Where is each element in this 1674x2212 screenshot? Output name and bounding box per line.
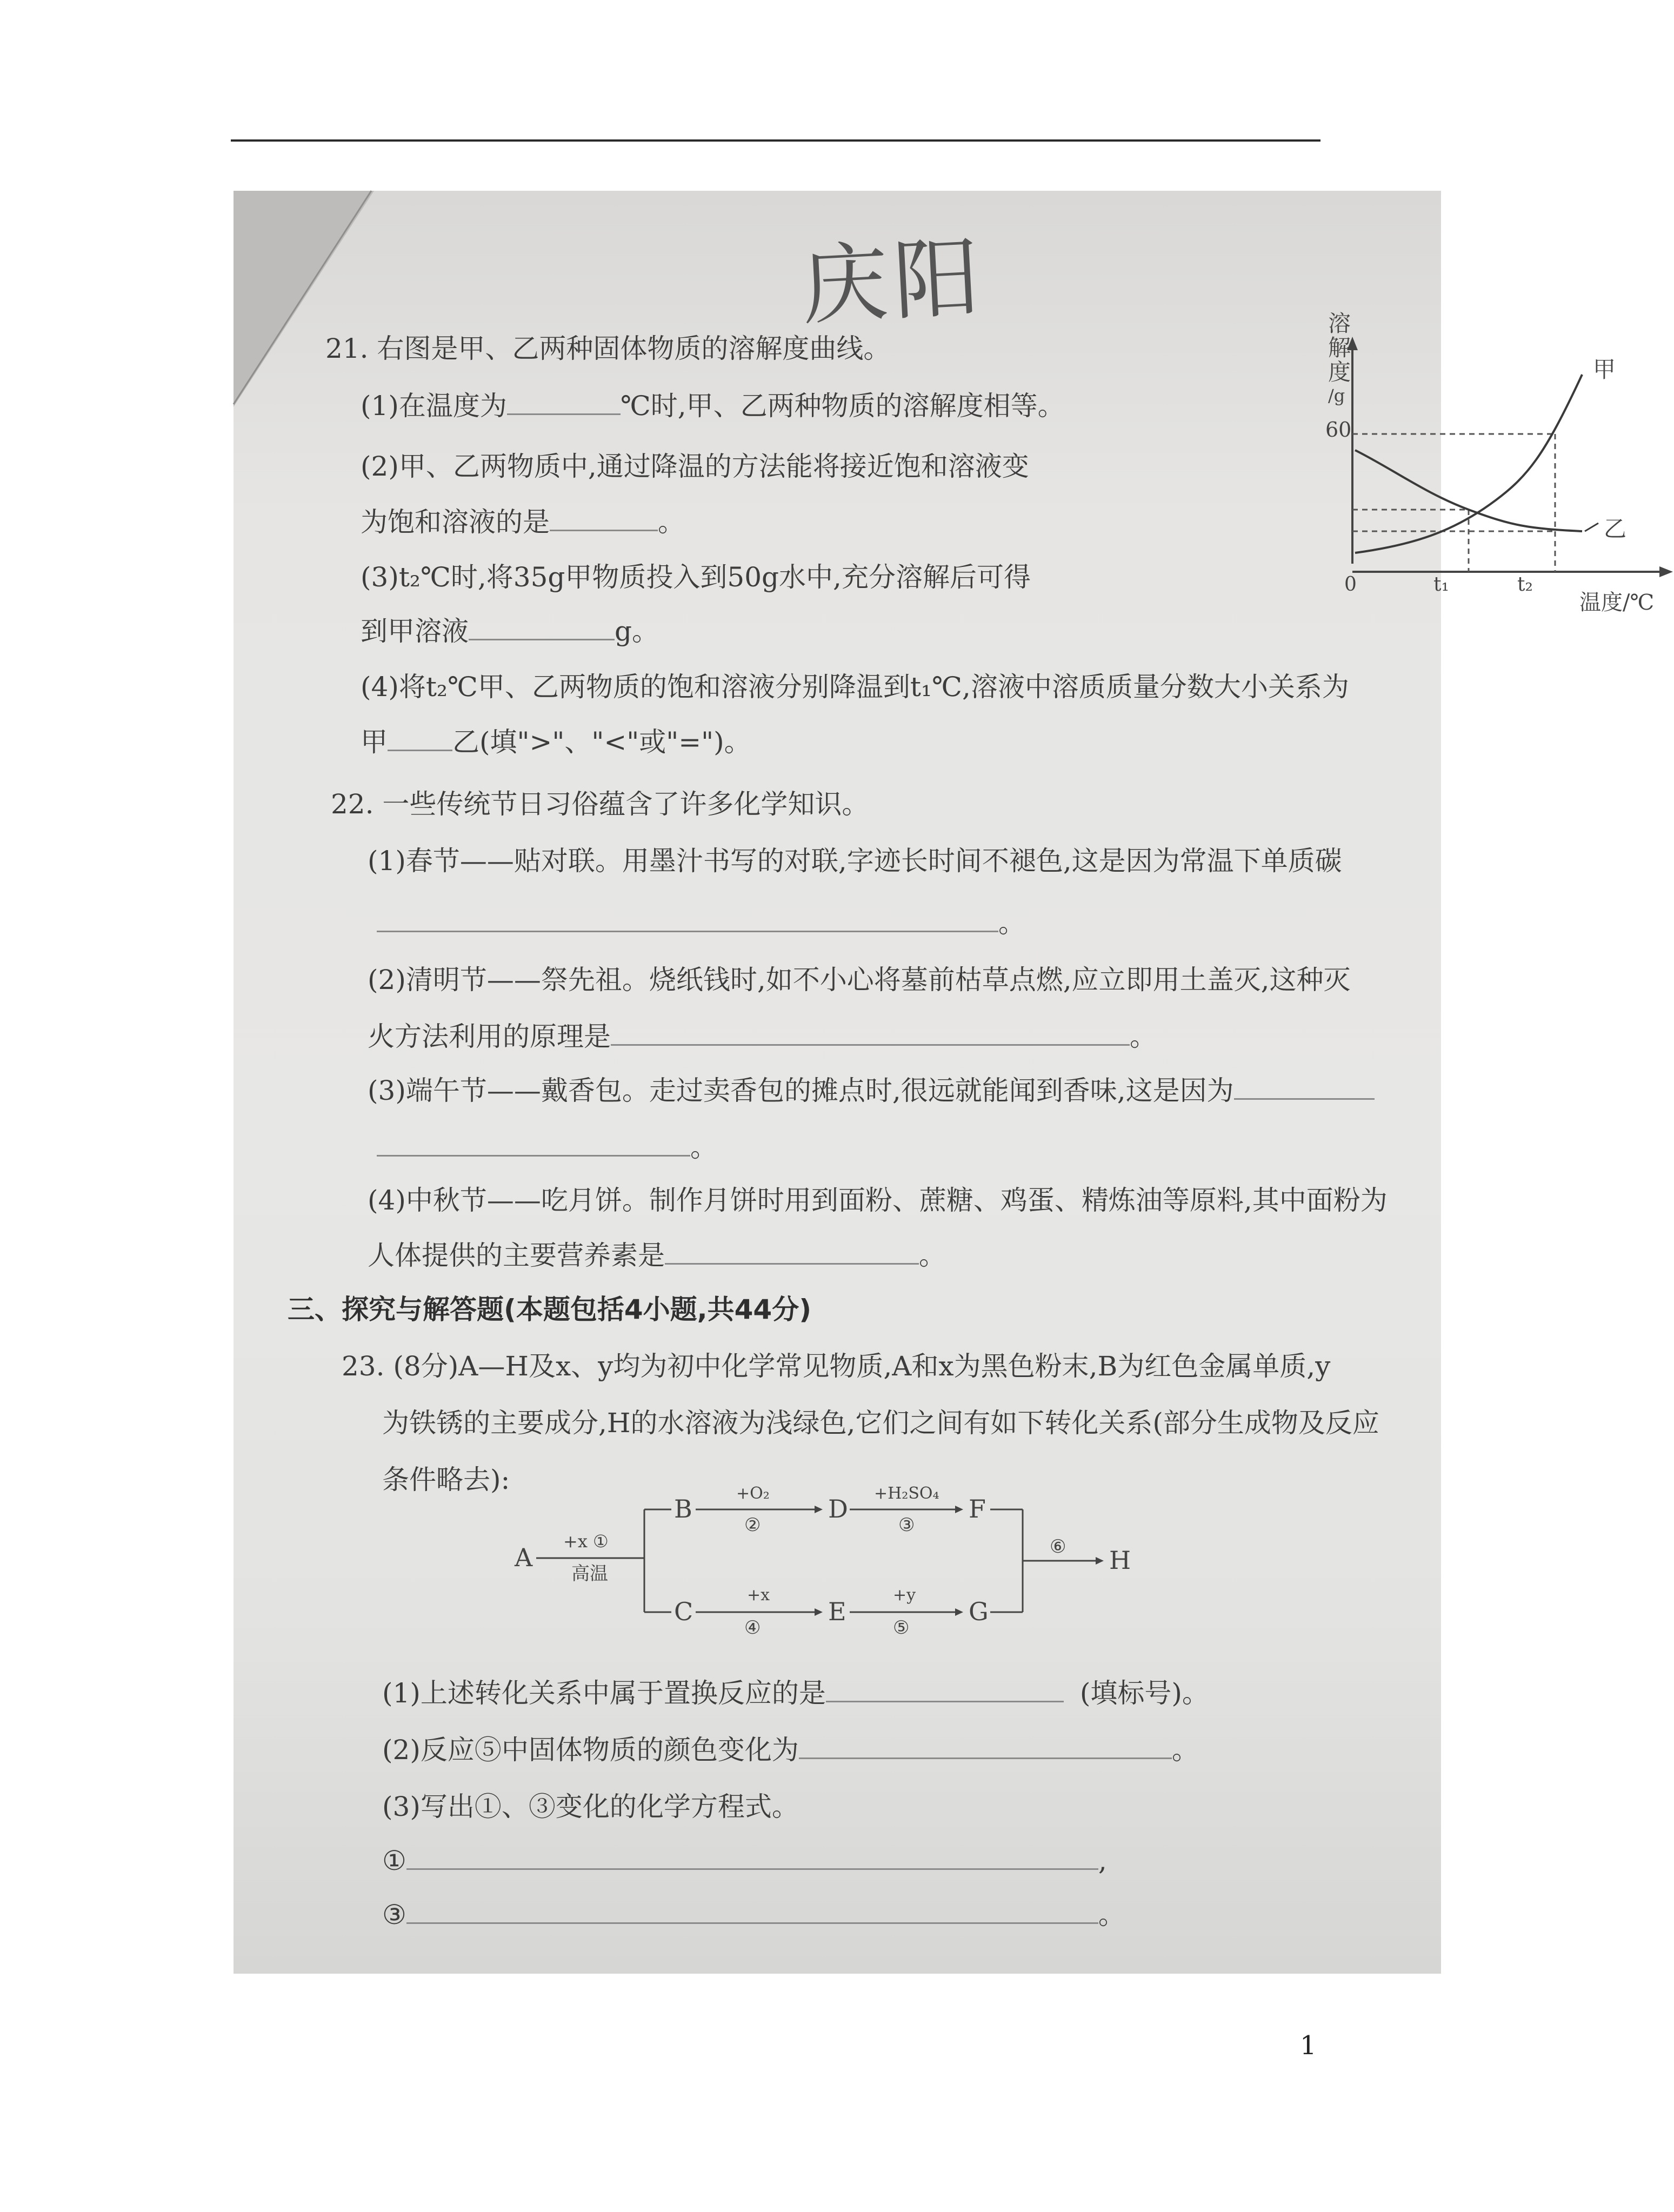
node-E: E <box>828 1597 846 1626</box>
curve-jia <box>1355 375 1582 553</box>
r3-top-label: +H₂SO₄ <box>874 1484 939 1503</box>
y-axis-label-4: /g <box>1328 385 1345 406</box>
answer-blank[interactable] <box>469 636 615 640</box>
t2-label: t₂ <box>1517 573 1533 596</box>
r5-bottom-label: ⑤ <box>893 1617 910 1639</box>
q23-stem-line2: 为铁锈的主要成分,H的水溶液为浅绿色,它们之间有如下转化关系(部分生成物及反应 <box>382 1407 1379 1439</box>
r1-bottom-label: 高温 <box>571 1563 608 1585</box>
q22-part3-line1: (3)端午节——戴香包。走过卖香包的摊点时,很远就能闻到香味,这是因为 <box>368 1074 1375 1107</box>
q23-answer-1: ① , <box>382 1845 1107 1876</box>
solubility-graph-plot <box>1079 315 1674 639</box>
x-axis-label: 温度/℃ <box>1579 590 1655 615</box>
x-axis-arrow <box>1659 566 1673 577</box>
q21-part3-line1: (3)t₂℃时,将35g甲物质投入到50g水中,充分溶解后可得 <box>361 562 1031 593</box>
q23-answer-3: ③ 。 <box>382 1899 1125 1930</box>
origin-label: 0 <box>1344 573 1357 596</box>
q22-stem: 22. 一些传统节日习俗蕴含了许多化学知识。 <box>331 788 869 820</box>
page-number: 1 <box>1300 2030 1317 2061</box>
answer-blank[interactable] <box>406 1865 1098 1870</box>
node-G: G <box>969 1597 989 1626</box>
r6-label: ⑥ <box>1050 1536 1066 1558</box>
y-axis-label-2: 解 <box>1328 335 1351 361</box>
handwritten-note: 庆阳 <box>799 226 988 337</box>
q22-part1-line1: (1)春节——贴对联。用墨汁书写的对联,字迹长时间不褪色,这是因为常温下单质碳 <box>368 845 1342 877</box>
node-D: D <box>828 1494 848 1523</box>
q22-part4-line1: (4)中秋节——吃月饼。制作月饼时用到面粉、蔗糖、鸡蛋、精炼油等原料,其中面粉为 <box>368 1185 1388 1216</box>
q21-part4-line2: 甲 乙(填">"、"<"或"=")。 <box>361 726 751 758</box>
answer-blank[interactable] <box>507 410 621 415</box>
r2-bottom-label: ② <box>744 1514 761 1536</box>
q23-stem-line3: 条件略去): <box>382 1464 510 1495</box>
answer-blank[interactable] <box>377 927 998 932</box>
section-3-heading: 三、探究与解答题(本题包括4小题,共44分) <box>288 1294 812 1325</box>
q22-part1-line2: 。 <box>377 907 1025 939</box>
q21-part2-line1: (2)甲、乙两物质中,通过降温的方法能将接近饱和溶液变 <box>361 451 1029 482</box>
q22-part2-line2: 火方法利用的原理是 。 <box>368 1021 1157 1052</box>
node-C: C <box>674 1597 693 1626</box>
y-axis-label-1: 溶 <box>1328 310 1351 337</box>
conversion-flow-diagram <box>515 1484 1185 1639</box>
exam-photo <box>234 191 1655 1974</box>
q23-stem-line1: 23. (8分)A—H及x、y均为初中化学常见物质,A和x为黑色粉末,B为红色金属单质,y <box>342 1351 1331 1382</box>
q23-part3: (3)写出①、③变化的化学方程式。 <box>382 1791 799 1822</box>
q21-part1: (1)在温度为 ℃时,甲、乙两种物质的溶解度相等。 <box>361 390 1065 422</box>
node-F: F <box>969 1494 986 1523</box>
q23-part2: (2)反应⑤中固体物质的颜色变化为 。 <box>382 1734 1199 1766</box>
r5-top-label: +y <box>893 1586 916 1605</box>
answer-blank[interactable] <box>799 1754 1172 1759</box>
r4-top-label: +x <box>747 1586 770 1605</box>
r1-top-label: +x ① <box>563 1531 609 1552</box>
answer-blank[interactable] <box>826 1698 1064 1702</box>
answer-blank[interactable] <box>665 1260 919 1265</box>
q22-part2-line1: (2)清明节——祭先祖。烧纸钱时,如不小心将墓前枯草点燃,应立即用土盖灭,这种灭 <box>368 964 1351 995</box>
y-axis-label-3: 度 <box>1328 359 1351 385</box>
q21-part2-line2: 为饱和溶液的是 。 <box>361 506 685 538</box>
answer-blank[interactable] <box>550 526 658 531</box>
q22-part3-line2: 。 <box>377 1131 717 1164</box>
node-H: H <box>1109 1546 1131 1575</box>
q22-part4-line2: 人体提供的主要营养素是 。 <box>368 1240 946 1271</box>
header-rule <box>231 139 1320 142</box>
q21-stem: 21. 右图是甲、乙两种固体物质的溶解度曲线。 <box>325 333 891 364</box>
q21-part4-line1: (4)将t₂℃甲、乙两物质的饱和溶液分别降温到t₁℃,溶液中溶质质量分数大小关系为 <box>361 671 1349 703</box>
answer-blank[interactable] <box>1234 1095 1375 1100</box>
node-B: B <box>674 1494 692 1523</box>
r2-top-label: +O₂ <box>736 1484 770 1503</box>
answer-blank[interactable] <box>388 746 452 751</box>
curve-yi-label: 乙 <box>1604 516 1627 542</box>
r3-bottom-label: ③ <box>898 1514 915 1536</box>
q23-part1: (1)上述转化关系中属于置换反应的是 (填标号)。 <box>382 1678 1209 1709</box>
y-tick-60: 60 <box>1325 418 1352 442</box>
answer-blank[interactable] <box>611 1041 1130 1046</box>
answer-blank[interactable] <box>406 1919 1098 1924</box>
curve-jia-label: 甲 <box>1593 356 1616 383</box>
answer-blank[interactable] <box>377 1152 690 1157</box>
r4-bottom-label: ④ <box>744 1617 761 1639</box>
page-fold-shadow <box>234 191 396 418</box>
node-A: A <box>515 1543 533 1572</box>
t1-label: t₁ <box>1433 573 1449 596</box>
q21-part3-line2: 到甲溶液 g。 <box>361 616 659 647</box>
